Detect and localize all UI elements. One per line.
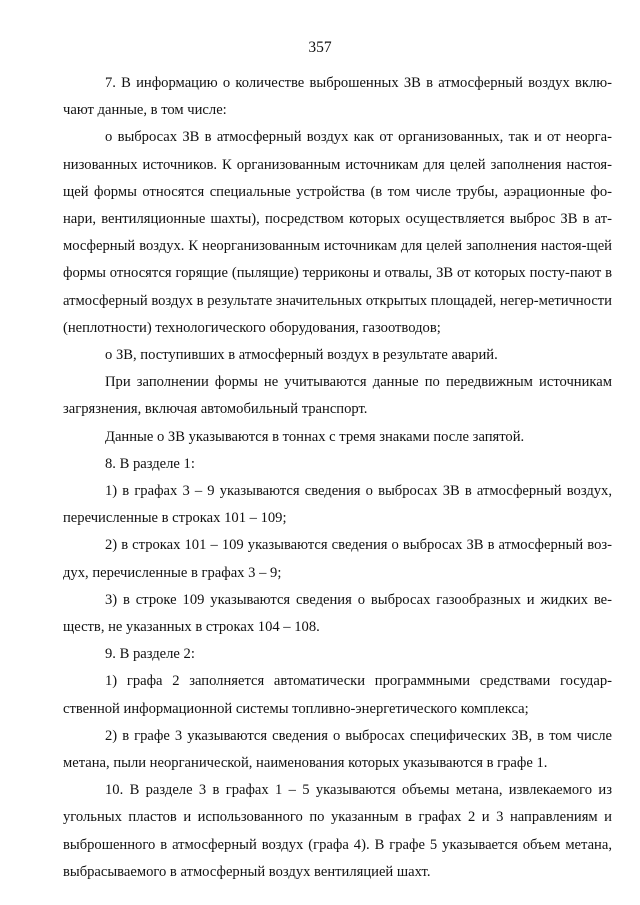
paragraph-section-2-item-2: 2) в графе 3 указываются сведения о выбросах специфических ЗВ, в том числе метана, пыли неорганической, наименования которых указываются в графе 1. — [63, 727, 612, 772]
page-number: 357 — [308, 39, 332, 56]
paragraph-section-1-item-2: 2) в строках 101 – 109 указываются сведения о выбросах ЗВ в атмосферный воз-дух, перечисленные в графах 3 – 9; — [63, 537, 612, 581]
paragraph-units: Данные о ЗВ указываются в тоннах с тремя знаками после запятой. — [105, 428, 525, 445]
paragraph-section-1-item-1: 1) в графах 3 – 9 указываются сведения о выбросах ЗВ в атмосферный воздух, перечисленные в строках 101 – 109; — [63, 483, 612, 527]
document-body — [63, 70, 612, 886]
paragraph-mobile-sources: При заполнении формы не учитываются данные по передвижным источникам загрязнения, включая автомобильный транспорт. — [63, 374, 612, 418]
paragraph-section-3: 10. В разделе 3 в графах 1 – 5 указываются объемы метана, извлекаемого из угольных пластов и использованного по указанным в графах 2 и 3 направлениям и выброшенного в атмосферный воздух (графа 4). В графе 5 указывается объем метана, выбрасываемого в атмосферный воздух вентиляцией шахт. — [63, 782, 612, 880]
paragraph-section-1-item-3: 3) в строке 109 указываются сведения о выбросах газообразных и жидких ве-ществ, не указанных в строках 104 – 108. — [63, 591, 612, 636]
paragraph-section-1-heading: 8. В разделе 1: — [105, 455, 195, 472]
paragraph-emission-sources: о выбросах ЗВ в атмосферный воздух как от организованных, так и от неорга-низованных источников. К организованным источникам для целей заполнения настоя-щей формы относятся специальные устройства (в том числе трубы, аэрационные фо-нари, вентиляционные шахты), посредством которых осуществляется выброс ЗВ в ат-мосферный воздух. К неорганизованным источникам для целей заполнения настоя-щей формы относятся горящие (пылящие) терриконы и отвалы, ЗВ от которых посту-пают в атмосферный воздух в результате значительных открытых площадей, негер-метичности (неплотности) технологического оборудования, газоотводов; — [63, 129, 612, 336]
paragraph-7-intro: 7. В информацию о количестве выброшенных ЗВ в атмосферный воздух вклю-чают данные, в том числе: — [63, 75, 612, 119]
paragraph-accidents: о ЗВ, поступивших в атмосферный воздух в результате аварий. — [105, 347, 498, 364]
paragraph-section-2-heading: 9. В разделе 2: — [105, 646, 195, 663]
paragraph-section-2-item-1: 1) графа 2 заполняется автоматически программными средствами государ-ственной информационной системы топливно-энергетического комплекса; — [63, 673, 612, 717]
